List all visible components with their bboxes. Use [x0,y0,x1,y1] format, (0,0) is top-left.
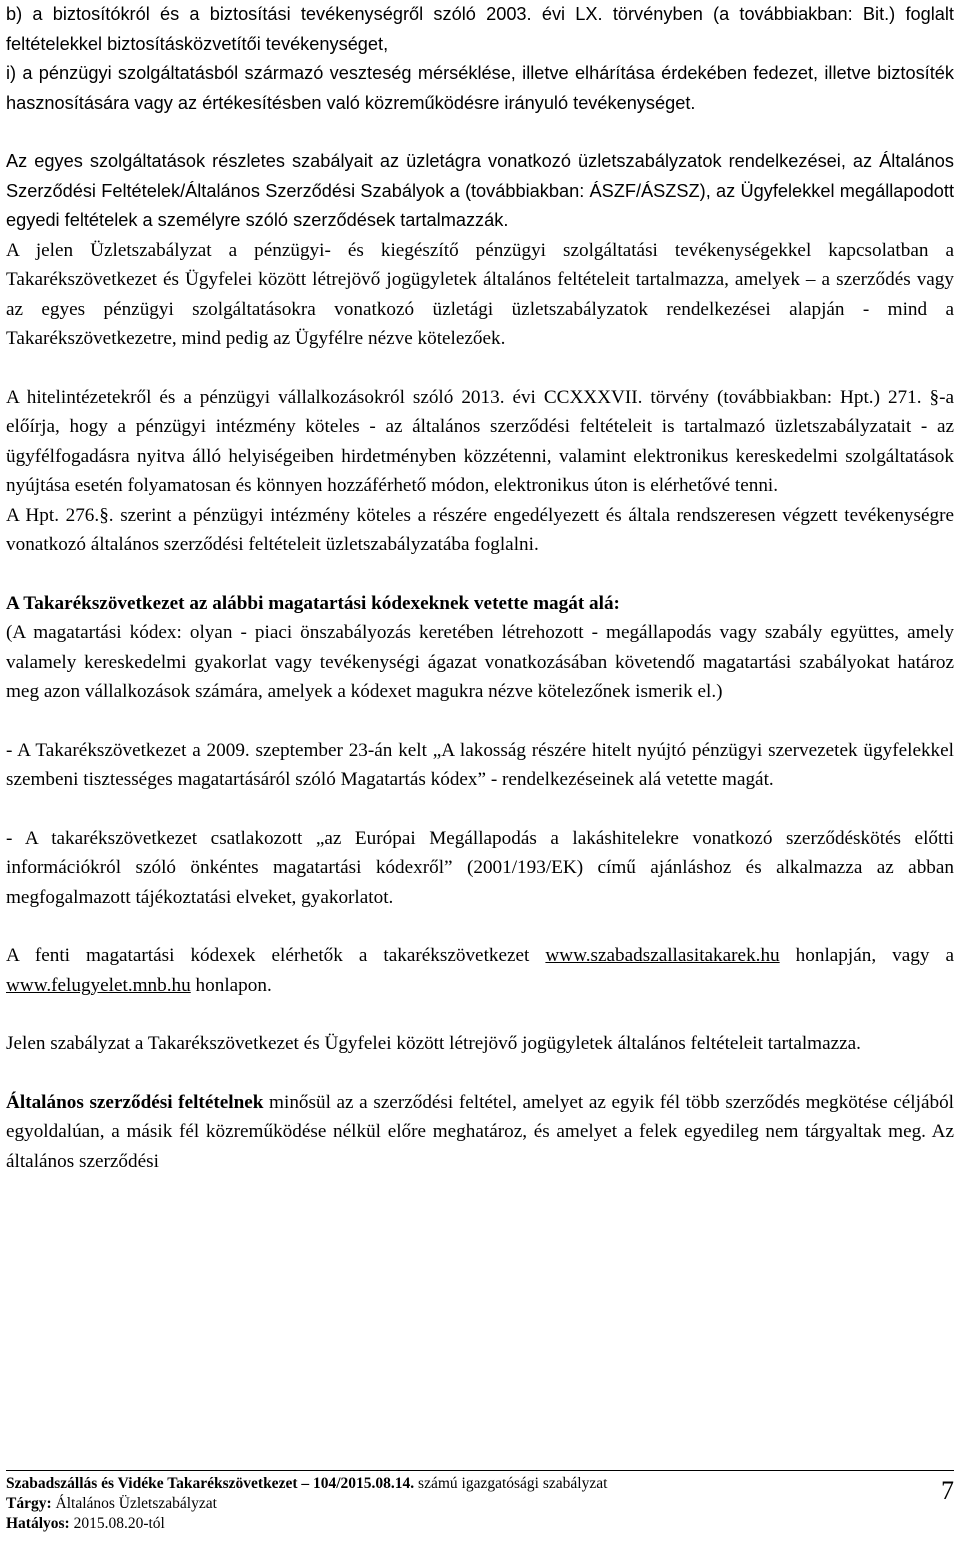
paragraph-detailed-rules: Az egyes szolgáltatások részletes szabályait az üzletágra vonatkozó üzletszabályzatok rendelkezései, az Általános Szerződési Feltételek/Általános Szerződési Szabályok a (továbbiakban: ÁSZF/ÁSZSZ), az Ügyfelekkel megállapodott egyedi feltételek a személyre szóló szerződések tartalmazzák. [6,151,954,230]
footer-issuer: Szabadszállás és Vidéke Takarékszövetkezet – 104/2015.08.14. [6,1475,415,1492]
footer-subject-value: Általános Üzletszabályzat [51,1495,217,1512]
paragraph-bit: b) a biztosítókról és a biztosítási tevékenységről szóló 2003. évi LX. törvényben (a továbbiakban: Bit.) foglalt feltételekkel biztosításközvetítői tevékenységet, [6,4,954,54]
paragraph-present-rules: Jelen szabályzat a Takarékszövetkezet és Ügyfelei között létrejövő jogügyletek általános feltételeit tartalmazza. [6,1033,861,1054]
footer-subject-label: Tárgy: [6,1495,52,1512]
availability-text-start: A fenti magatartási kódexek elérhetők a takarékszövetkezet [6,945,546,966]
link-felugyelet-mnb[interactable]: www.felugyelet.mnb.hu [6,974,191,996]
availability-text-mid: honlapján, vagy a [779,945,954,966]
section-heading [6,589,954,619]
document-page [6,0,954,1176]
aszf-definition-text: minősül az a szerződési feltétel, amelyet az egyik fél több szerződés megkötése céljából egyoldalúan, a másik fél közreműködése nélkül előre meghatároz, és amelyet a felek egyedileg nem tárgyaltak meg. Az általános szerződési [6,1091,954,1172]
paragraph-code-2009: - A Takarékszövetkezet a 2009. szeptember 23-án kelt „A lakosság részére hitelt nyújtó pénzügyi szervezetek ügyfelekkel szembeni tisztességes magatartásáról szóló Magatartás kódex” - rendelkezéseinek alá vetette magát. [6,739,954,790]
footer-line-regulation [6,1474,954,1494]
paragraph-point-i: i) a pénzügyi szolgáltatásból származó veszteség mérséklése, illetve elhárítása érdekében fedezet, illetve biztosíték hasznosítására vagy az értékesítésben való közreműködésre irányuló tevékenységet. [6,63,954,113]
paragraph-scope: A jelen Üzletszabályzat a pénzügyi- és kiegészítő pénzügyi szolgáltatási tevékenységekkel kapcsolatban a Takarékszövetkezet és Ügyfelei között létrejövő jogügyletek általános feltételeit tartalmazza, amelyek – a szerződés vagy az egyes pénzügyi szolgáltatásokra vonatkozó üzletági üzletszabályzatok rendelkezései alapján - mind a Takarékszövetkezetre, mind pedig az Ügyfélre nézve kötelezőek. [6,239,954,349]
paragraph-hpt-276: A Hpt. 276.§. szerint a pénzügyi intézmény köteles a részére engedélyezett és általa rendszeresen végzett tevékenységre vonatkozó általános szerződési feltételeit üzletszabályzatába foglalni. [6,504,954,555]
paragraph-hpt-271: A hitelintézetekről és a pénzügyi vállalkozásokról szóló 2013. évi CCXXXVII. törvény (továbbiakban: Hpt.) 271. §-a előírja, hogy a pénzügyi intézmény köteles - az általános szerződési feltételeit is tartalmazó üzletszabályzatait - az ügyfélfogadásra nyitva álló helyiségeiben hirdetményben közzétenni, valamint elektronikus kereskedelmi szolgáltatások nyújtása esetén folyamatosan és könnyen hozzáférhető módon, elektronikus úton is elérhetővé tenni. [6,386,954,496]
footer-effective-label: Hatályos: [6,1515,70,1532]
footer-effective-value: 2015.08.20-tól [69,1515,165,1532]
footer-divider [6,1470,954,1471]
page-footer [6,1474,954,1534]
paragraph-code-definition: (A magatartási kódex: olyan - piaci önszabályozás keretében létrehozott - megállapodás vagy szabály együttes, amely valamely kereskedelmi gyakorlat vagy tevékenységi ágazat vonatkozásában követendő magatartási szabályokat határoz meg azon vállalkozások számára, amelyek a kódexet magukra nézve kötelezőnek ismerik el.) [6,622,954,702]
paragraph-eu-agreement: - A takarékszövetkezet csatlakozott „az Európai Megállapodás a lakáshitelekre vonatkozó szerződéskötés előtti információkról szóló önkéntes magatartási kódexről” (2001/193/EK) című ajánláshoz és alkalmazza az abban megfogalmazott tájékoztatási elveket, gyakorlatot. [6,827,954,908]
paragraph-availability [6,941,954,1000]
aszf-term: Általános szerződési feltételnek [6,1091,264,1113]
availability-text-end: honlapon. [190,974,272,996]
link-szabadszallasitakarek[interactable]: www.szabadszallasitakarek.hu [545,945,780,966]
footer-regulation-type: számú igazgatósági szabályzat [414,1475,608,1492]
heading-text: A Takarékszövetkezet az alábbi magatartási kódexeknek vetette magát alá: [6,592,620,614]
footer-line-subject [6,1494,954,1514]
page-number: 7 [941,1476,954,1505]
paragraph-aszf-definition [6,1088,954,1177]
footer-line-effective [6,1514,954,1534]
